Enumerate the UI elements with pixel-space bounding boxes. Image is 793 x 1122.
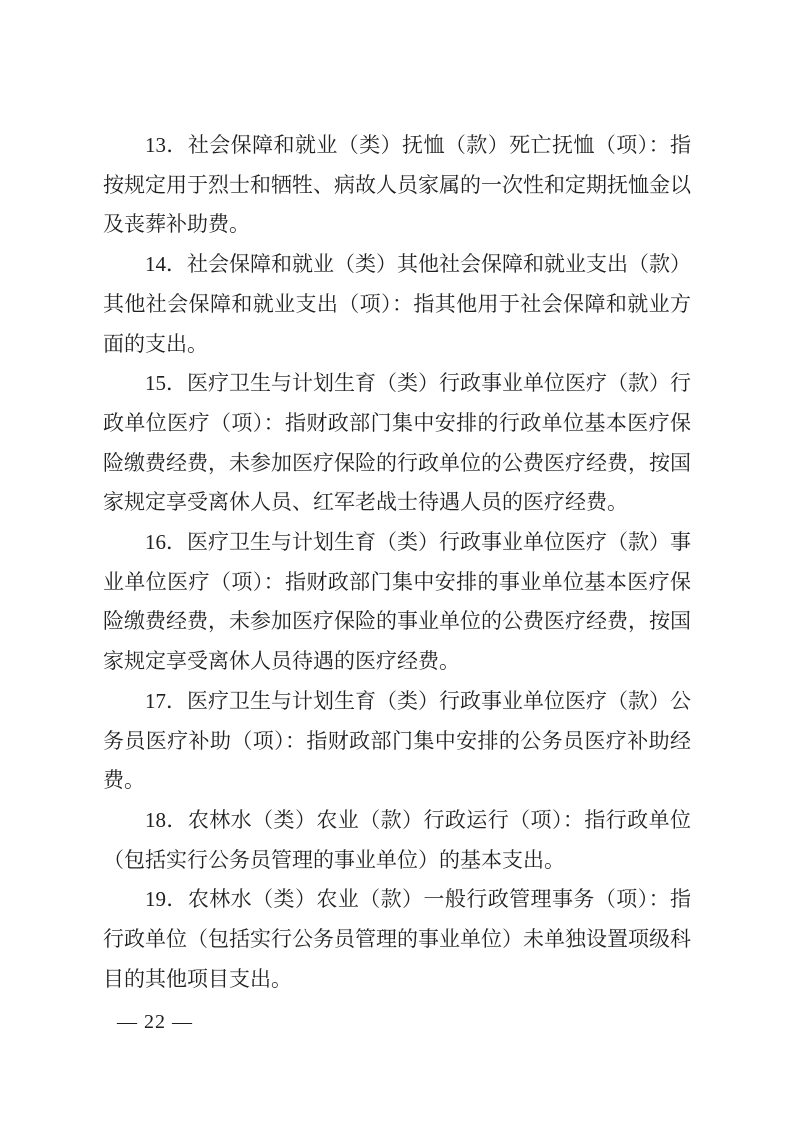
- page-footer: [117, 1010, 193, 1034]
- paragraph-item-13: 13．社会保障和就业（类）抚恤（款）死亡抚恤（项）：指按规定用于烈士和牺牲、病故人员家属的一次性和定期抚恤金以及丧葬补助费。: [103, 133, 691, 237]
- paragraph-item-14: 14．社会保障和就业（类）其他社会保障和就业支出（款）其他社会保障和就业支出（项）：指其他用于社会保障和就业方面的支出。: [103, 252, 691, 356]
- paragraph-item-16: 16．医疗卫生与计划生育（类）行政事业单位医疗（款）事业单位医疗（项）：指财政部门集中安排的事业单位基本医疗保险缴费经费，未参加医疗保险的事业单位的公费医疗经费，按国家规定享受离休人员待遇的医疗经费。: [103, 530, 691, 674]
- paragraph-item-15: 15．医疗卫生与计划生育（类）行政事业单位医疗（款）行政单位医疗（项）：指财政部门集中安排的行政单位基本医疗保险缴费经费，未参加医疗保险的行政单位的公费医疗经费，按国家规定享受离休人员、红军老战士待遇人员的医疗经费。: [103, 371, 691, 515]
- page-number: — 22 —: [117, 1011, 193, 1033]
- document-text: [103, 126, 691, 999]
- paragraph-item-17: 17．医疗卫生与计划生育（类）行政事业单位医疗（款）公务员医疗补助（项）：指财政部门集中安排的公务员医疗补助经费。: [103, 688, 691, 793]
- paragraph-item-18: 18．农林水（类）农业（款）行政运行（项）：指行政单位（包括实行公务员管理的事业单位）的基本支出。: [103, 807, 691, 872]
- paragraph-item-19: 19．农林水（类）农业（款）一般行政管理事务（项）：指行政单位（包括实行公务员管理的事业单位）未单独设置项级科目的其他项目支出。: [103, 887, 691, 991]
